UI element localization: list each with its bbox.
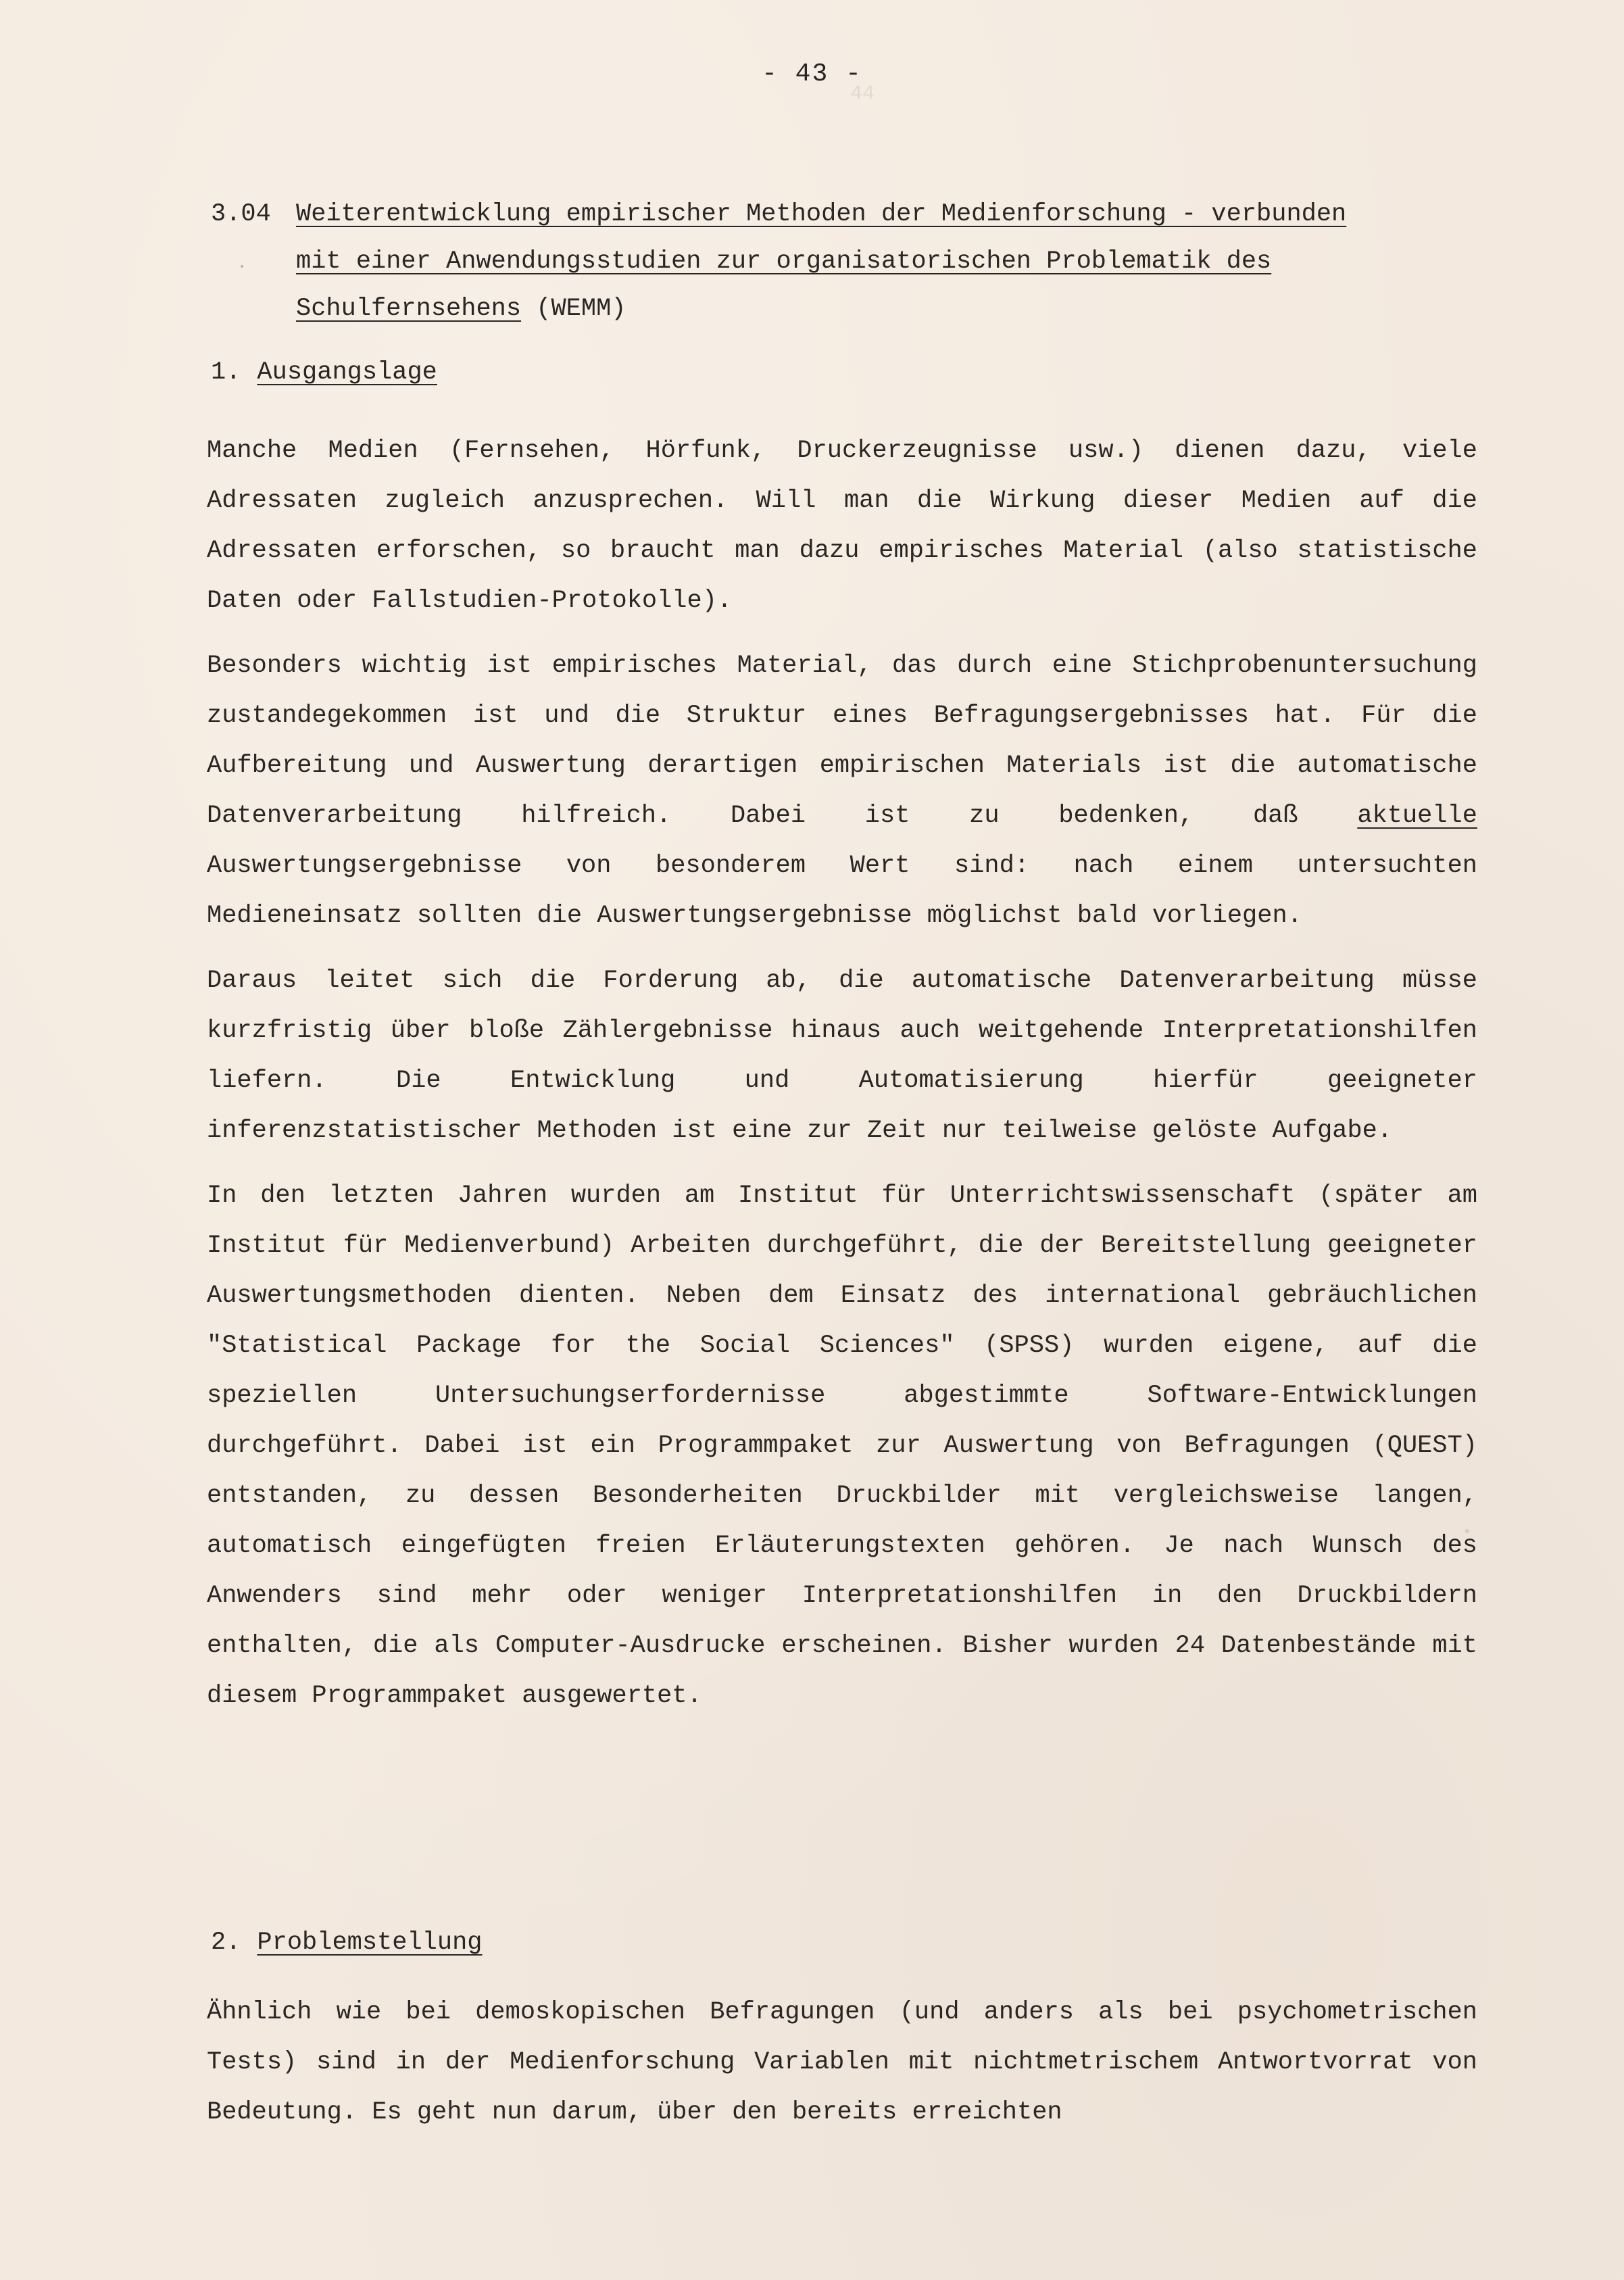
heading-line-2 — [211, 238, 1481, 285]
paragraph-2 — [207, 641, 1477, 941]
paper-speck — [1465, 1529, 1469, 1533]
heading-line-3 — [211, 285, 1481, 333]
paper-speck — [241, 265, 243, 268]
section-1-number: 1. — [211, 358, 241, 387]
heading-line-3-rest: (WEMM) — [521, 295, 626, 323]
paragraph-5: Ähnlich wie bei demoskopischen Befragungen (und anders als bei psychometrischen Tests) sind in der Medienforschung Variablen mit nichtmetrischem Antwortvorrat von Bedeutung. Es geht nun darum, über den bereits erreichten — [207, 1998, 1477, 2127]
paragraph-1: Manche Medien (Fernsehen, Hörfunk, Druckerzeugnisse usw.) dienen dazu, viele Adressaten zugleich anzusprechen. Will man die Wirkung dieser Medien auf die Adressaten erforschen, so braucht man dazu empirisches Material (also statistische Daten oder Fallstudien-Protokolle). — [207, 437, 1477, 615]
heading-number: 3.04 — [211, 200, 271, 228]
paragraph-2-start: Besonders wichtig ist empirisches Material, das durch eine Stichprobenuntersuchung zustandegekommen ist und die Struktur eines Befragungsergebnisses hat. Für die Aufbereitung und Auswertung derartigen empirischen Materials ist die automatische Datenverarbeitung hilfreich. Dabei ist zu bedenken, — [207, 652, 1477, 830]
section-2-title — [211, 1929, 482, 1957]
paragraph-2-tail-before: daß — [1252, 802, 1358, 830]
section-heading — [211, 191, 1481, 333]
paragraph-2-emphasis: aktuelle — [1357, 802, 1477, 830]
heading-line-3-text — [296, 285, 626, 333]
paragraph-4: In den letzten Jahren wurden am Institut für Unterrichtswissenschaft (später am Institut für Medienverbund) Arbeiten durchgeführt, die der Bereitstellung geeigneter Auswertungsmethoden dienten. Neben dem Einsatz des international gebräuchlichen "Statistical Package for the Social Sciences" (SPSS) wurden eigene, auf die speziellen Untersuchungserfordernisse abgestimmte Software-Entwicklungen durchgeführt. Dabei ist ein Programmpaket zur Auswertung von Befragungen (QUEST) entstanden, zu dessen Besonderheiten Druckbilder mit vergleichsweise langen, automatisch eingefügten freien Erläuterungstexten gehören. Je nach Wunsch des Anwenders sind mehr oder weniger Interpretationshilfen in den Druckbildern enthalten, die als Computer-Ausdrucke erscheinen. Bisher wurden 24 Datenbestände mit diesem Programmpaket ausgewertet. — [207, 1182, 1477, 1710]
section-1-title-text: Ausgangslage — [257, 358, 437, 387]
section-2-body — [207, 1987, 1477, 2137]
page-number: - 43 - — [762, 59, 862, 89]
section-1-body — [207, 426, 1477, 1721]
heading-line-3-underlined: Schulfernsehens — [296, 295, 522, 323]
section-2-number: 2. — [211, 1929, 241, 1957]
section-2-title-text: Problemstellung — [257, 1929, 483, 1957]
heading-line-2-text: mit einer Anwendungsstudien zur organisatorischen Problematik des — [296, 247, 1272, 276]
paragraph-3: Daraus leitet sich die Forderung ab, die automatische Datenverarbeitung müsse kurzfristig über bloße Zählergebnisse hinaus auch weitgehende Interpretationshilfen liefern. Die Entwicklung und Automatisierung hierfür geeigneter inferenzstatistischer Methoden ist eine zur Zeit nur teilweise gelöste Aufgabe. — [207, 967, 1477, 1145]
heading-line-1 — [211, 191, 1481, 238]
heading-line-1-text: Weiterentwicklung empirischer Methoden der Medienforschung - verbunden — [296, 200, 1347, 228]
bleed-through-page-number: 44 — [850, 82, 875, 105]
paragraph-2-tail-after: Auswertungsergebnisse von besonderem Wert sind: nach einem untersuchten Medieneinsatz sollten die Auswertungsergebnisse möglichst bald vorliegen. — [207, 852, 1477, 930]
section-1-title — [211, 358, 437, 387]
